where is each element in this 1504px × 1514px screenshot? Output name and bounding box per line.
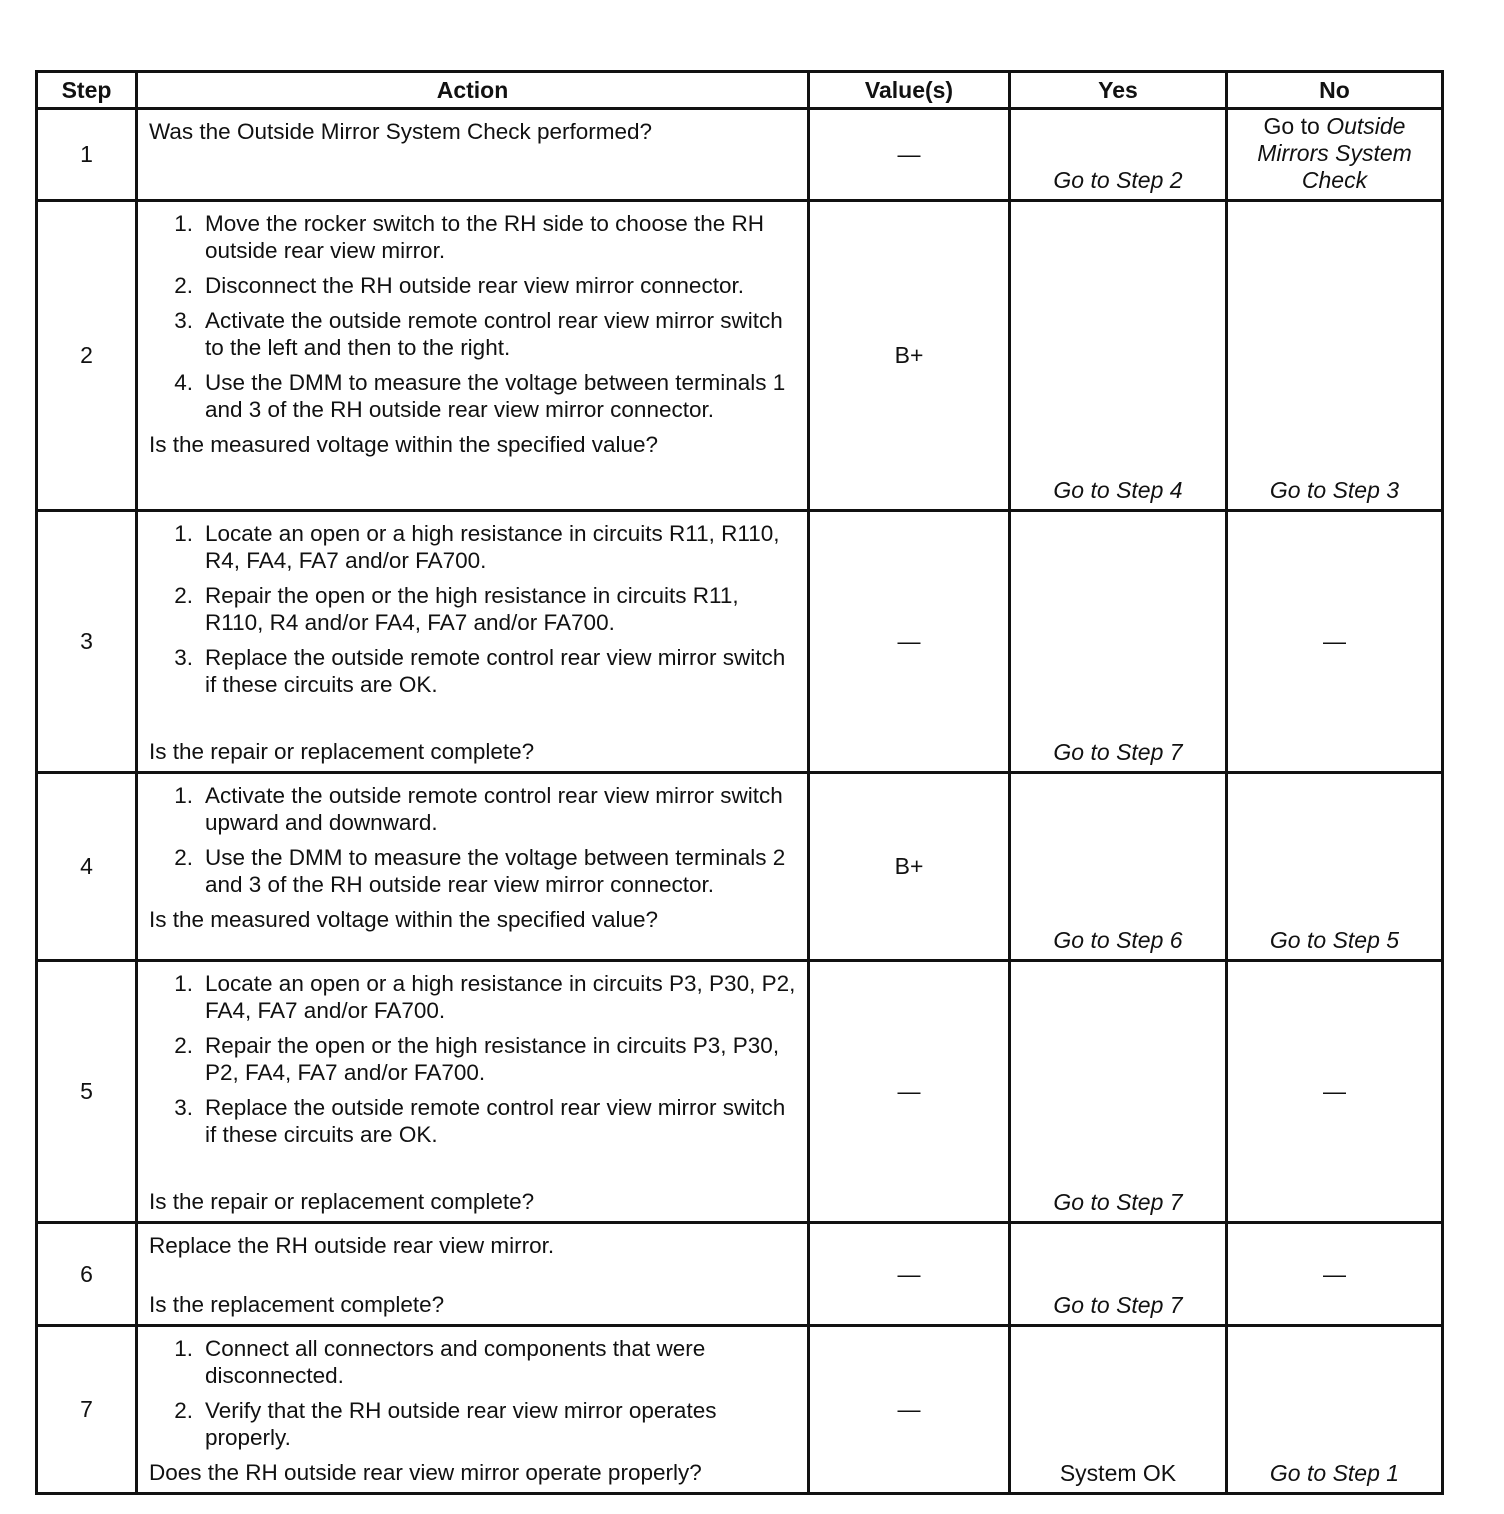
step-number: 6: [37, 1223, 137, 1326]
no-cell: —: [1227, 961, 1443, 1223]
no-reference: Outside Mirrors System Check: [1257, 113, 1412, 193]
action-list: [149, 1335, 799, 1451]
header-values: Value(s): [809, 72, 1010, 109]
action-list: [149, 782, 799, 898]
step-number: 2: [37, 201, 137, 511]
action-list: [149, 970, 799, 1148]
header-step: Step: [37, 72, 137, 109]
list-item: 3. Activate the outside remote control rear view mirror switch to the left and then to the right.: [174, 308, 783, 360]
no-prefix: Go to: [1263, 113, 1320, 139]
table-row: [37, 201, 1443, 511]
list-item: 2. Repair the open or the high resistance in circuits R11, R110, R4 and/or FA4, FA7 and/or FA700.: [174, 583, 739, 635]
header-yes: Yes: [1010, 72, 1227, 109]
list-item: 4. Use the DMM to measure the voltage between terminals 1 and 3 of the RH outside rear view mirror connector.: [174, 370, 786, 422]
yes-cell: Go to Step 6: [1010, 773, 1227, 961]
step-number: 4: [37, 773, 137, 961]
action-question: Is the repair or replacement complete?: [149, 1189, 535, 1214]
action-cell: [137, 201, 809, 511]
no-cell: Go to Step 1: [1227, 1326, 1443, 1494]
action-list: [149, 210, 799, 423]
value-cell: B+: [809, 201, 1010, 511]
action-cell: [137, 1223, 809, 1326]
no-cell: Go to Step 3: [1227, 201, 1443, 511]
yes-cell: System OK: [1010, 1326, 1227, 1494]
diagnostic-table: [35, 70, 1444, 1495]
action-cell: [137, 961, 809, 1223]
action-cell: [137, 109, 809, 201]
action-list: [149, 520, 799, 698]
yes-cell: Go to Step 4: [1010, 201, 1227, 511]
header-row: [37, 72, 1443, 109]
action-cell: [137, 511, 809, 773]
value-cell: —: [809, 109, 1010, 201]
yes-cell: Go to Step 7: [1010, 1223, 1227, 1326]
value-cell: B+: [809, 773, 1010, 961]
yes-cell: Go to Step 7: [1010, 961, 1227, 1223]
action-question: Is the repair or replacement complete?: [149, 739, 535, 764]
list-item: 1. Connect all connectors and components that were disconnected.: [174, 1336, 706, 1388]
yes-cell: Go to Step 2: [1010, 109, 1227, 201]
table-row: [37, 109, 1443, 201]
table-row: [37, 1223, 1443, 1326]
list-item: 1. Locate an open or a high resistance in circuits P3, P30, P2, FA4, FA7 and/or FA700.: [174, 971, 796, 1023]
yes-cell: Go to Step 7: [1010, 511, 1227, 773]
table-row: [37, 1326, 1443, 1494]
action-cell: [137, 1326, 809, 1494]
table-row: [37, 773, 1443, 961]
list-item: 1. Move the rocker switch to the RH side to choose the RH outside rear view mirror.: [174, 211, 764, 263]
no-cell: Go to Step 5: [1227, 773, 1443, 961]
action-text: Replace the RH outside rear view mirror.: [149, 1233, 555, 1258]
no-cell: [1227, 109, 1443, 201]
list-item: 2. Disconnect the RH outside rear view mirror connector.: [174, 273, 744, 298]
list-item: 2. Use the DMM to measure the voltage between terminals 2 and 3 of the RH outside rear view mirror connector.: [174, 845, 786, 897]
step-number: 7: [37, 1326, 137, 1494]
action-question: Is the measured voltage within the specified value?: [149, 432, 659, 457]
action-question: Does the RH outside rear view mirror operate properly?: [149, 1460, 702, 1485]
value-cell: —: [809, 1223, 1010, 1326]
table-row: [37, 511, 1443, 773]
action-text: Was the Outside Mirror System Check performed?: [149, 119, 653, 144]
action-question: Is the measured voltage within the specified value?: [149, 907, 659, 932]
header-action: Action: [137, 72, 809, 109]
step-number: 5: [37, 961, 137, 1223]
table-row: [37, 961, 1443, 1223]
no-cell: —: [1227, 1223, 1443, 1326]
list-item: 1. Locate an open or a high resistance in circuits R11, R110, R4, FA4, FA7 and/or FA700.: [174, 521, 780, 573]
action-question: Is the replacement complete?: [149, 1292, 445, 1317]
header-no: No: [1227, 72, 1443, 109]
list-item: 3. Replace the outside remote control rear view mirror switch if these circuits are OK.: [174, 645, 786, 697]
value-cell: —: [809, 961, 1010, 1223]
step-number: 3: [37, 511, 137, 773]
action-cell: [137, 773, 809, 961]
no-cell: —: [1227, 511, 1443, 773]
list-item: 2. Repair the open or the high resistance in circuits P3, P30, P2, FA4, FA7 and/or FA700.: [174, 1033, 780, 1085]
value-cell: —: [809, 511, 1010, 773]
list-item: 2. Verify that the RH outside rear view mirror operates properly.: [174, 1398, 717, 1450]
list-item: 1. Activate the outside remote control rear view mirror switch upward and downward.: [174, 783, 783, 835]
list-item: 3. Replace the outside remote control rear view mirror switch if these circuits are OK.: [174, 1095, 786, 1147]
value-cell: —: [809, 1326, 1010, 1494]
step-number: 1: [37, 109, 137, 201]
